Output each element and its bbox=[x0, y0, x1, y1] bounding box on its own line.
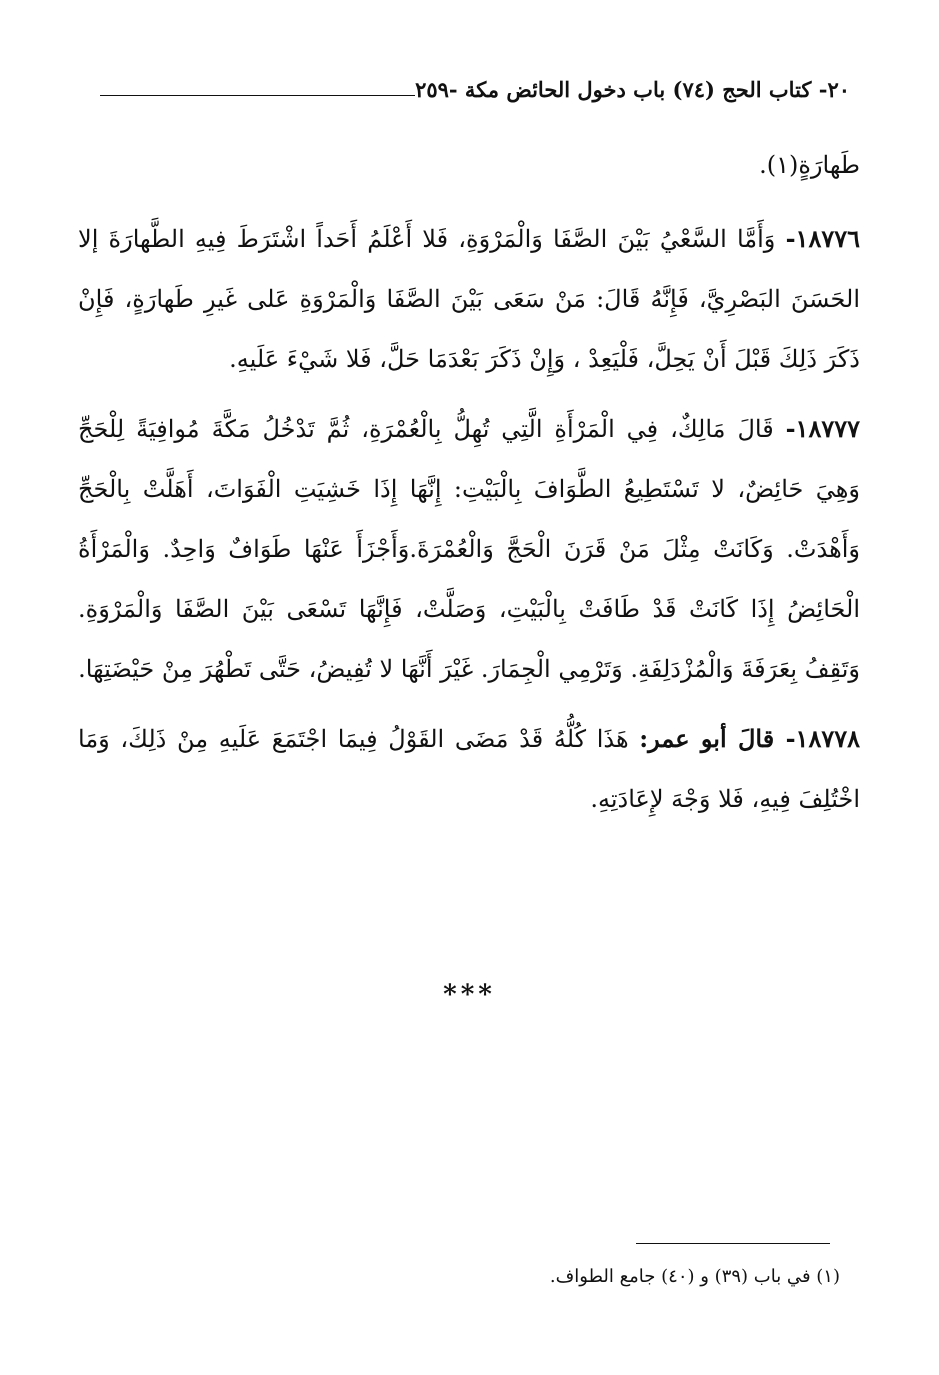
paragraph-18776 bbox=[78, 209, 860, 389]
paragraph-continuation bbox=[78, 135, 860, 195]
paragraph-18778 bbox=[78, 709, 860, 829]
paragraph-text: طَهارَةٍ(١). bbox=[759, 151, 860, 179]
paragraph-text: قَالَ مَالِكٌ، فِي الْمَرْأَةِ الَّتِي تُهِلُّ بِالْعُمْرَةِ، ثُمَّ تَدْخُلُ مَكَّةَ مُوافِيَةً لِلْحَجِّ وَهِيَ حَائِضٌ، لا تَسْتَطِيعُ الطَّوَافَ بِالْبَيْتِ: إِنَّهَا إِذَا خَشِيَتِ الْفَوَاتَ، أَهَلَّتْ بِالْحَجِّ وَأَهْدَتْ. وَكَانَتْ مِثْلَ مَنْ قَرَنَ الْحَجَّ وَالْعُمْرَةَ.وَأَجْزَأَ عَنْهَا طَوَافٌ وَاحِدٌ. وَالْمَرْأَةُ الْحَائِضُ إِذَا كَانَتْ قَدْ طَافَتْ بِالْبَيْتِ، وَصَلَّتْ، فَإِنَّهَا تَسْعَى بَيْنَ الصَّفَا وَالْمَرْوَةِ. وَتَقِفُ بِعَرَفَةَ وَالْمُزْدَلِفَةِ. وَتَرْمِي الْجِمَارَ. غَيْرَ أَنَّهَا لا تُفِيضُ، حَتَّى تَطْهُرَ مِنْ حَيْضَتِهَا. bbox=[78, 415, 860, 683]
paragraph-number: ١٨٧٧٨- bbox=[785, 724, 860, 753]
running-title: ٢٠- كتاب الحج (٧٤) باب دخول الحائض مكة -٢٥٩ bbox=[415, 77, 850, 102]
paragraph-text: هَذَا كُلُّهُ قَدْ مَضَى القَوْلُ فِيمَا اجْتَمَعَ عَلَيهِ مِنْ ذَلِكَ، وَمَا اخْتُلِفَ فِيهِ، فَلا وَجْهَ لإِعَادَتِهِ. bbox=[78, 725, 860, 813]
header-rule bbox=[100, 95, 415, 96]
footnote-rule bbox=[636, 1243, 830, 1244]
footnote bbox=[300, 1262, 840, 1292]
main-text bbox=[78, 135, 860, 839]
paragraph-speaker: قالَ أبو عمر: bbox=[639, 724, 786, 753]
paragraph-18777 bbox=[78, 399, 860, 699]
paragraph-text: وَأَمَّا السَّعْيُ بَيْنَ الصَّفَا وَالْمَرْوَةِ، فَلا أَعْلَمُ أَحَداً اشْتَرَطَ فِيهِ الطَّهارَةَ إلا الحَسَنَ البَصْرِيَّ، فَإِنَّهُ قَالَ: مَنْ سَعَى بَيْنَ الصَّفَا وَالْمَرْوَةِ عَلى غَيرِ طَهارَةٍ، فَإِنْ ذَكَرَ ذَلِكَ قَبْلَ أَنْ يَحِلَّ، فَلْيَعِدْ ، وَإِنْ ذَكَرَ بَعْدَمَا حَلَّ، فَلا شَيْءَ عَلَيهِ. bbox=[78, 225, 860, 373]
paragraph-number: ١٨٧٧٦- bbox=[785, 224, 860, 253]
footnote-text: (١) في باب (٣٩) و (٤٠) جامع الطواف. bbox=[549, 1266, 840, 1287]
section-separator: *** bbox=[443, 980, 496, 1010]
paragraph-number: ١٨٧٧٧- bbox=[785, 414, 860, 443]
running-header bbox=[90, 62, 850, 102]
